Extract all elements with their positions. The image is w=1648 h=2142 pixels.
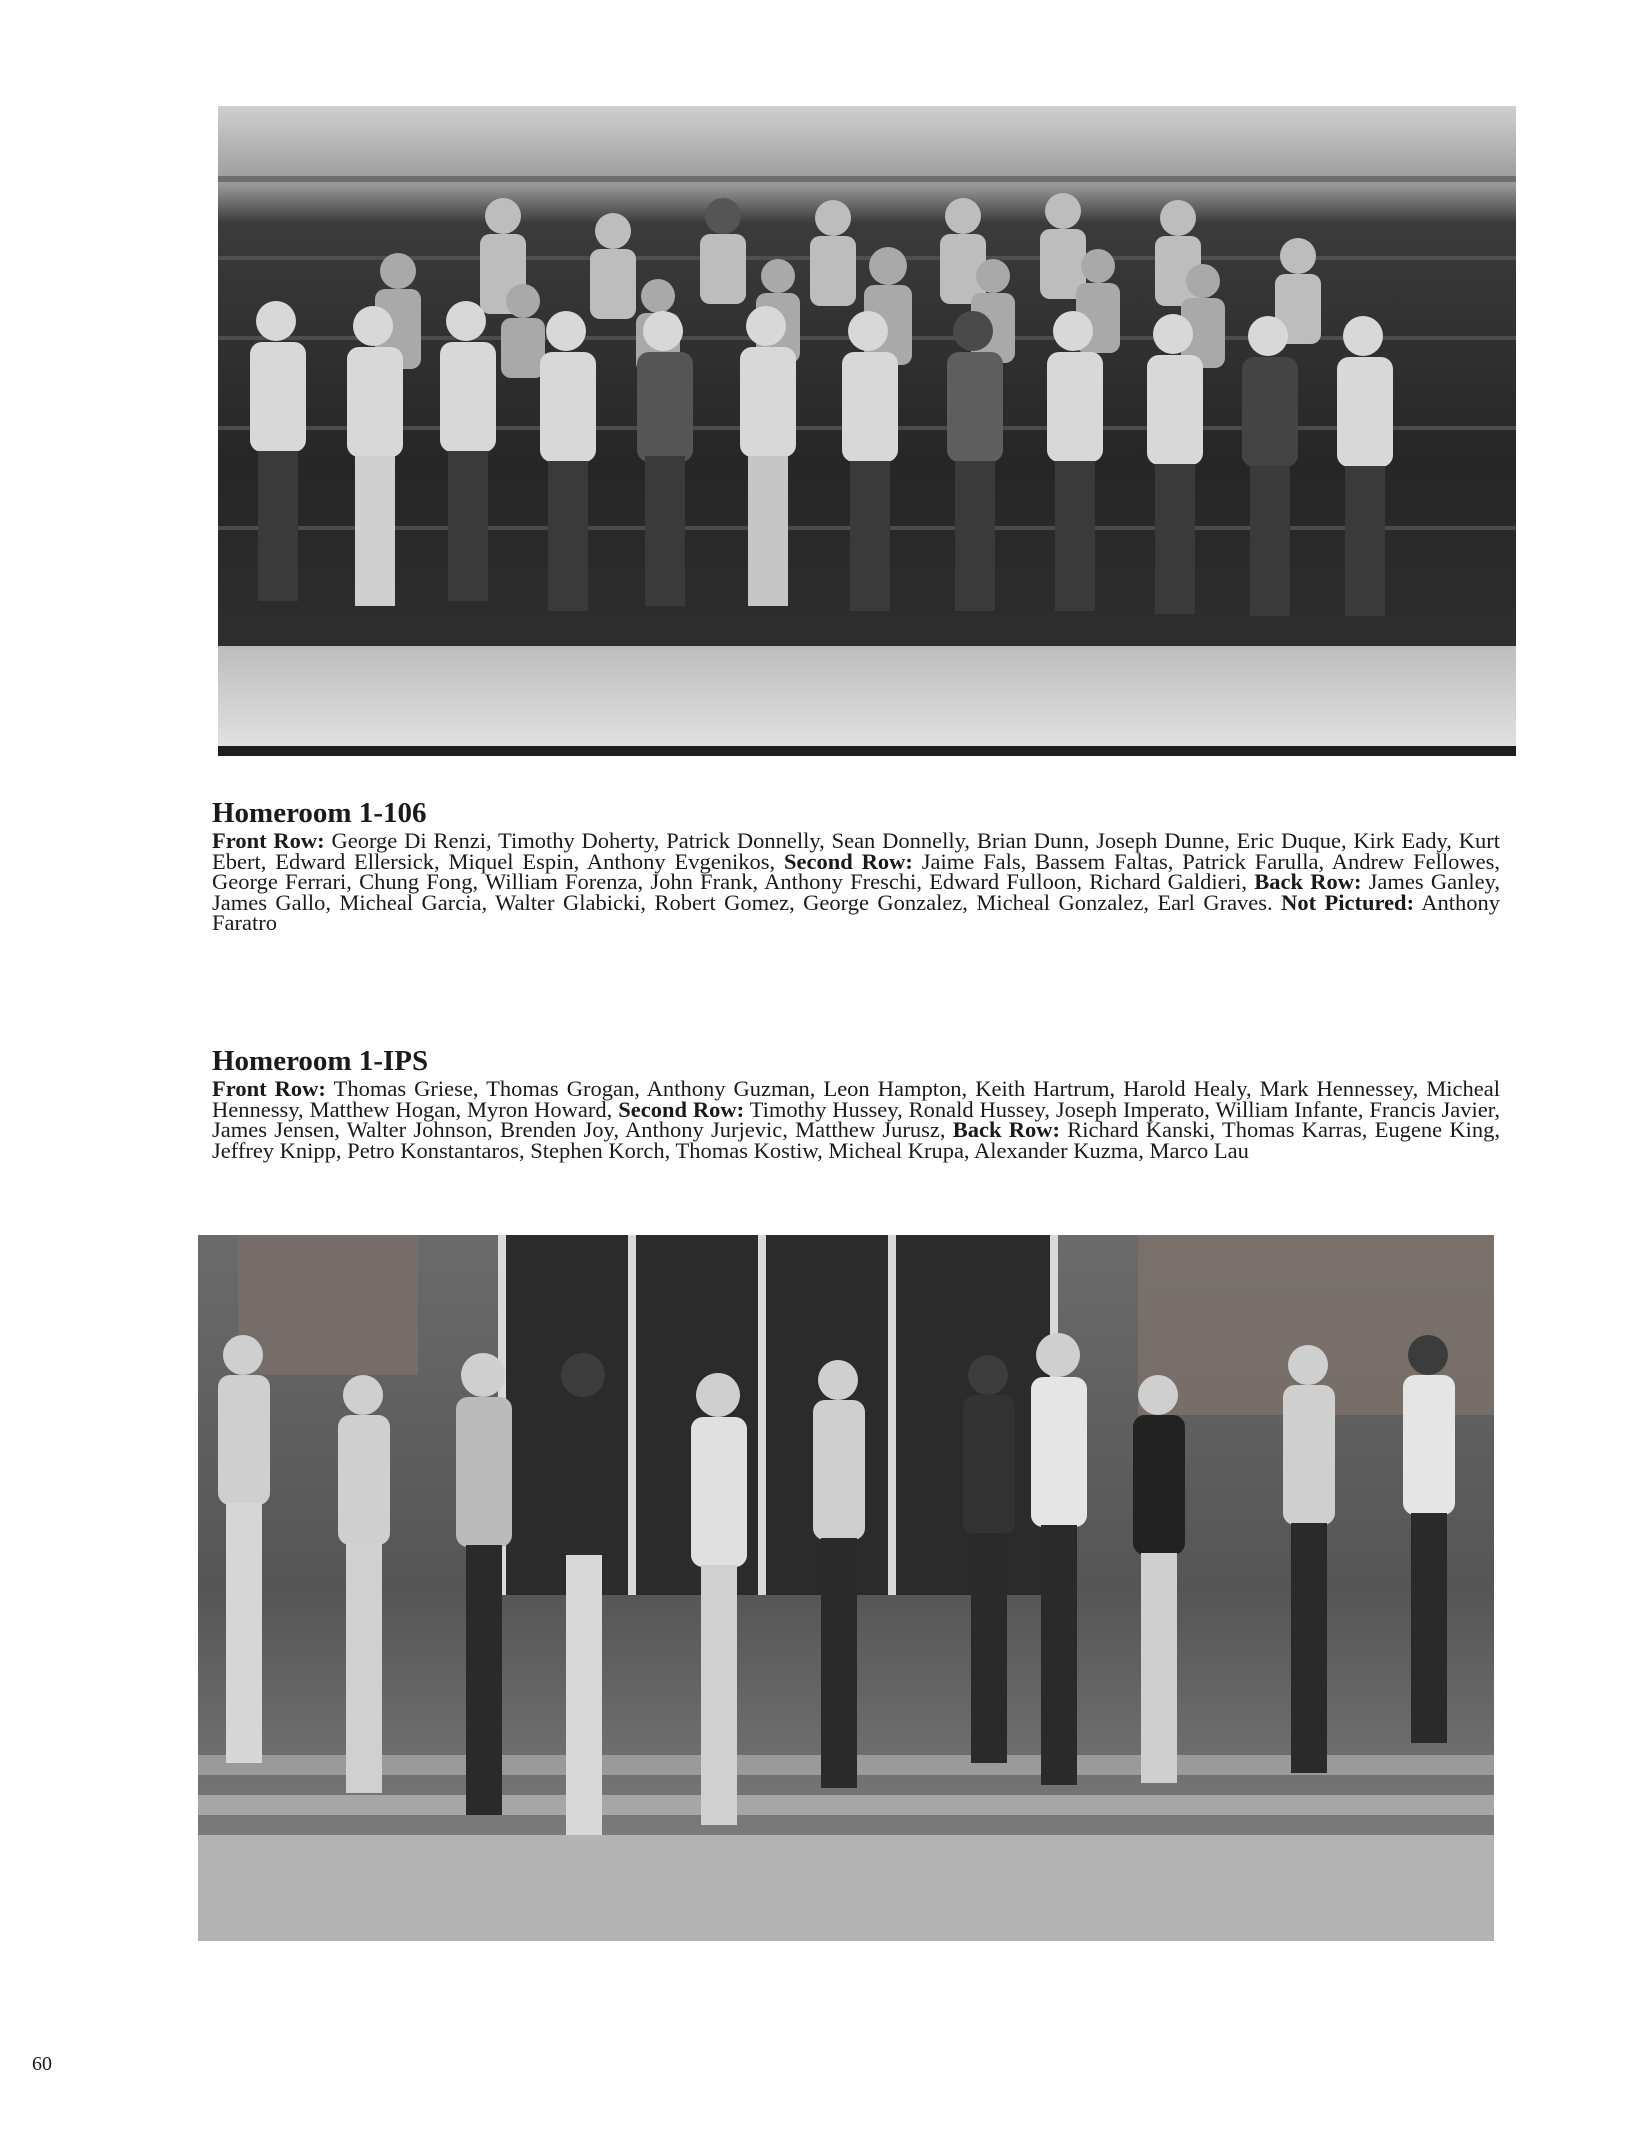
row-names: Anthony Faratro xyxy=(212,889,1500,935)
name-list xyxy=(212,1076,1500,1163)
row-label: Back Row: xyxy=(1254,869,1362,894)
homeroom-heading: Homeroom 1-IPS xyxy=(212,1045,429,1077)
page-number: 60 xyxy=(32,2053,52,2075)
row-names: James Ganley, James Gallo, Micheal Garcia, Walter Glabicki, Robert Gomez, George Gonzalez, Micheal Gonzalez, Earl Graves. xyxy=(212,869,1501,915)
row-label: Not Pictured: xyxy=(1281,889,1415,915)
homeroom-1-106-caption xyxy=(212,797,1500,934)
row-names: Jaime Fals, Bassem Faltas, Patrick Farulla, Andrew Fellowes, George Ferrari, Chung Fong, William Forenza, John Frank, Anthony Freschi, Edward Fulloon, Richard Galdieri, xyxy=(212,848,1500,894)
homeroom-heading: Homeroom 1-106 xyxy=(212,797,427,829)
row-label: Back Row: xyxy=(952,1117,1061,1142)
name-list xyxy=(212,828,1501,935)
row-label: Front Row: xyxy=(212,828,325,853)
row-names: Thomas Griese, Thomas Grogan, Anthony Guzman, Leon Hampton, Keith Hartrum, Harold Healy, Mark Hennessey, Micheal Hennessy, Matthew Hogan, Myron Howard, xyxy=(212,1076,1500,1122)
homeroom-1-106-photo xyxy=(218,106,1516,756)
row-label: Front Row: xyxy=(212,1076,326,1101)
homeroom-1-ips-photo xyxy=(198,1235,1494,1941)
group-photo-illustration xyxy=(218,106,1516,756)
homeroom-1-ips-caption xyxy=(212,1045,1500,1161)
row-names: Richard Kanski, Thomas Karras, Eugene King, Jeffrey Knipp, Petro Konstantaros, Stephen Korch, Thomas Kostiw, Micheal Krupa, Alexander Kuzma, Marco Lau xyxy=(212,1117,1500,1163)
row-label: Second Row: xyxy=(784,848,913,874)
row-names: Timothy Hussey, Ronald Hussey, Joseph Imperato, William Infante, Francis Javier, James Jensen, Walter Johnson, Brenden Joy, Anthony Jurjevic, Matthew Jurusz, xyxy=(212,1096,1500,1142)
row-names: George Di Renzi, Timothy Doherty, Patrick Donnelly, Sean Donnelly, Brian Dunn, Joseph Dunne, Eric Duque, Kirk Eady, Kurt Ebert, Edward Ellersick, Miquel Espin, Anthony Evgenikos, xyxy=(212,828,1500,874)
row-label: Second Row: xyxy=(618,1096,745,1122)
group-photo-illustration xyxy=(198,1235,1494,1941)
